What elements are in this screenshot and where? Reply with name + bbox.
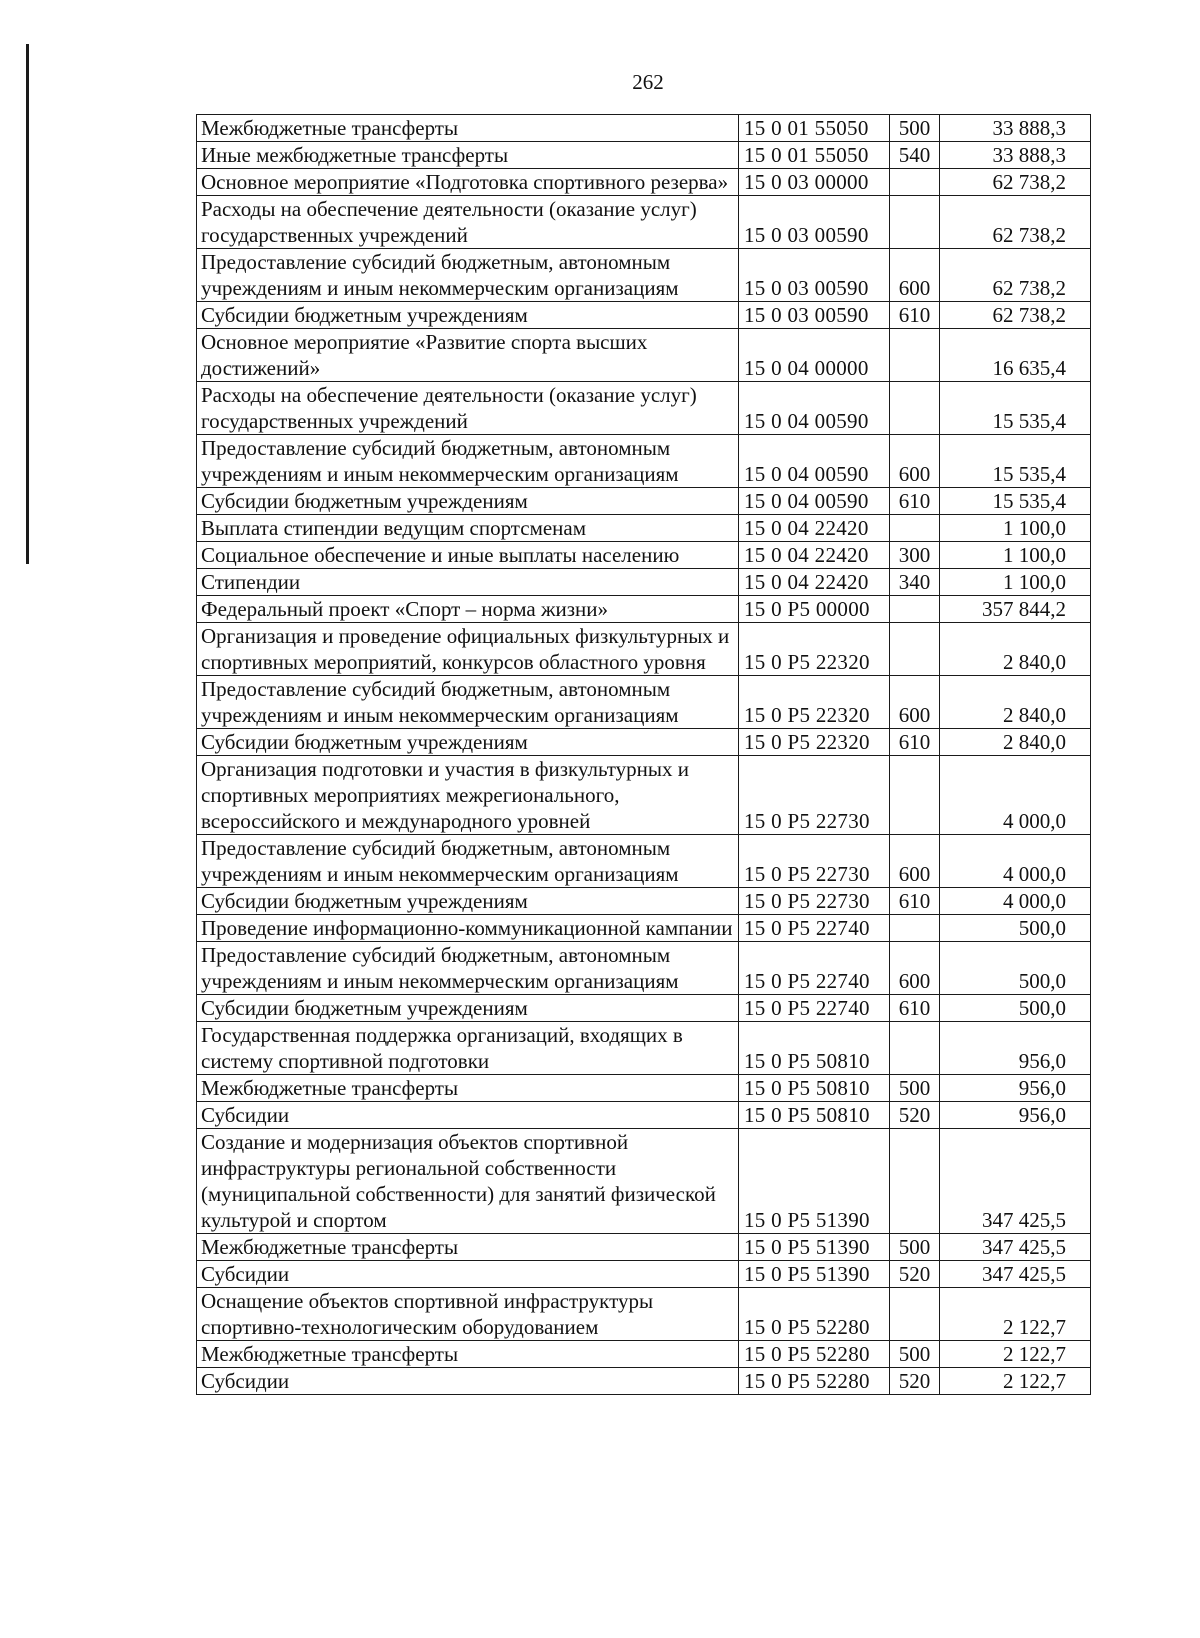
row-code-cell: 15 0 P5 22320 [739, 729, 890, 756]
table-row [197, 1368, 1091, 1395]
row-expense-type-cell: 600 [890, 435, 940, 488]
table-row [197, 1102, 1091, 1129]
row-code-cell: 15 0 P5 22320 [739, 623, 890, 676]
row-amount-cell: 33 888,3 [940, 115, 1091, 142]
row-name-cell: Предоставление субсидий бюджетным, автономным учреждениям и иным некоммерческим организациям [197, 942, 739, 995]
table-row [197, 488, 1091, 515]
row-expense-type-cell [890, 515, 940, 542]
row-code-cell: 15 0 04 22420 [739, 515, 890, 542]
row-expense-type-cell: 610 [890, 888, 940, 915]
scan-margin-mark [26, 44, 29, 564]
row-expense-type-cell: 610 [890, 995, 940, 1022]
row-expense-type-cell [890, 1022, 940, 1075]
row-amount-cell: 1 100,0 [940, 569, 1091, 596]
row-name-cell: Предоставление субсидий бюджетным, автономным учреждениям и иным некоммерческим организациям [197, 249, 739, 302]
table-row [197, 676, 1091, 729]
row-amount-cell: 62 738,2 [940, 196, 1091, 249]
row-expense-type-cell [890, 623, 940, 676]
row-amount-cell: 956,0 [940, 1075, 1091, 1102]
table-row [197, 115, 1091, 142]
row-name-cell: Выплата стипендии ведущим спортсменам [197, 515, 739, 542]
row-code-cell: 15 0 03 00590 [739, 302, 890, 329]
row-code-cell: 15 0 04 00000 [739, 329, 890, 382]
table-row [197, 1341, 1091, 1368]
row-expense-type-cell: 520 [890, 1102, 940, 1129]
row-expense-type-cell: 600 [890, 676, 940, 729]
table-row [197, 382, 1091, 435]
row-amount-cell: 2 122,7 [940, 1368, 1091, 1395]
row-name-cell: Проведение информационно-коммуникационной кампании [197, 915, 739, 942]
row-code-cell: 15 0 03 00000 [739, 169, 890, 196]
budget-table [196, 114, 1091, 1395]
table-row [197, 888, 1091, 915]
table-row [197, 142, 1091, 169]
row-amount-cell: 1 100,0 [940, 542, 1091, 569]
table-row [197, 302, 1091, 329]
row-expense-type-cell: 500 [890, 115, 940, 142]
row-name-cell: Субсидии бюджетным учреждениям [197, 302, 739, 329]
row-code-cell: 15 0 P5 22730 [739, 756, 890, 835]
row-name-cell: Межбюджетные трансферты [197, 115, 739, 142]
row-amount-cell: 1 100,0 [940, 515, 1091, 542]
table-row [197, 435, 1091, 488]
page-number: 262 [632, 70, 664, 94]
row-amount-cell: 62 738,2 [940, 169, 1091, 196]
row-code-cell: 15 0 P5 00000 [739, 596, 890, 623]
row-code-cell: 15 0 P5 50810 [739, 1075, 890, 1102]
row-name-cell: Иные межбюджетные трансферты [197, 142, 739, 169]
row-amount-cell: 956,0 [940, 1102, 1091, 1129]
row-amount-cell: 2 122,7 [940, 1288, 1091, 1341]
row-amount-cell: 15 535,4 [940, 435, 1091, 488]
row-code-cell: 15 0 P5 22730 [739, 835, 890, 888]
row-amount-cell: 500,0 [940, 995, 1091, 1022]
table-row [197, 196, 1091, 249]
row-amount-cell: 62 738,2 [940, 302, 1091, 329]
row-expense-type-cell: 520 [890, 1368, 940, 1395]
row-expense-type-cell [890, 1129, 940, 1234]
row-expense-type-cell: 610 [890, 488, 940, 515]
row-amount-cell: 956,0 [940, 1022, 1091, 1075]
row-amount-cell: 2 840,0 [940, 623, 1091, 676]
row-amount-cell: 2 840,0 [940, 676, 1091, 729]
row-code-cell: 15 0 P5 52280 [739, 1368, 890, 1395]
row-expense-type-cell: 610 [890, 302, 940, 329]
row-expense-type-cell [890, 756, 940, 835]
row-code-cell: 15 0 P5 51390 [739, 1234, 890, 1261]
table-row [197, 623, 1091, 676]
row-amount-cell: 347 425,5 [940, 1129, 1091, 1234]
row-expense-type-cell: 600 [890, 835, 940, 888]
row-code-cell: 15 0 03 00590 [739, 196, 890, 249]
row-code-cell: 15 0 P5 22740 [739, 915, 890, 942]
row-code-cell: 15 0 04 22420 [739, 569, 890, 596]
row-expense-type-cell: 340 [890, 569, 940, 596]
table-row [197, 542, 1091, 569]
row-name-cell: Субсидии [197, 1368, 739, 1395]
table-row [197, 915, 1091, 942]
row-name-cell: Основное мероприятие «Развитие спорта высших достижений» [197, 329, 739, 382]
table-row [197, 1261, 1091, 1288]
row-name-cell: Организация и проведение официальных физкультурных и спортивных мероприятий, конкурсов областного уровня [197, 623, 739, 676]
row-name-cell: Организация подготовки и участия в физкультурных и спортивных мероприятиях межрегионального, всероссийского и международного уровней [197, 756, 739, 835]
row-name-cell: Субсидии бюджетным учреждениям [197, 888, 739, 915]
table-row [197, 1129, 1091, 1234]
row-name-cell: Расходы на обеспечение деятельности (оказание услуг) государственных учреждений [197, 196, 739, 249]
row-expense-type-cell: 610 [890, 729, 940, 756]
row-code-cell: 15 0 P5 52280 [739, 1288, 890, 1341]
row-expense-type-cell [890, 1288, 940, 1341]
table-row [197, 249, 1091, 302]
row-expense-type-cell: 600 [890, 942, 940, 995]
row-name-cell: Предоставление субсидий бюджетным, автономным учреждениям и иным некоммерческим организациям [197, 835, 739, 888]
row-code-cell: 15 0 P5 22740 [739, 942, 890, 995]
row-code-cell: 15 0 04 00590 [739, 488, 890, 515]
row-amount-cell: 4 000,0 [940, 756, 1091, 835]
table-row [197, 1075, 1091, 1102]
row-name-cell: Субсидии бюджетным учреждениям [197, 995, 739, 1022]
row-code-cell: 15 0 01 55050 [739, 142, 890, 169]
row-amount-cell: 347 425,5 [940, 1261, 1091, 1288]
row-amount-cell: 4 000,0 [940, 888, 1091, 915]
row-code-cell: 15 0 04 00590 [739, 382, 890, 435]
row-expense-type-cell [890, 196, 940, 249]
row-code-cell: 15 0 P5 22740 [739, 995, 890, 1022]
row-code-cell: 15 0 04 22420 [739, 542, 890, 569]
row-code-cell: 15 0 01 55050 [739, 115, 890, 142]
row-amount-cell: 357 844,2 [940, 596, 1091, 623]
row-expense-type-cell [890, 915, 940, 942]
row-amount-cell: 62 738,2 [940, 249, 1091, 302]
row-expense-type-cell: 600 [890, 249, 940, 302]
table-row [197, 942, 1091, 995]
row-expense-type-cell: 500 [890, 1341, 940, 1368]
row-code-cell: 15 0 03 00590 [739, 249, 890, 302]
row-name-cell: Предоставление субсидий бюджетным, автономным учреждениям и иным некоммерческим организациям [197, 435, 739, 488]
row-code-cell: 15 0 P5 50810 [739, 1022, 890, 1075]
row-name-cell: Социальное обеспечение и иные выплаты населению [197, 542, 739, 569]
row-amount-cell: 500,0 [940, 915, 1091, 942]
row-name-cell: Межбюджетные трансферты [197, 1075, 739, 1102]
table-row [197, 1022, 1091, 1075]
table-row [197, 569, 1091, 596]
row-name-cell: Субсидии [197, 1261, 739, 1288]
row-code-cell: 15 0 P5 52280 [739, 1341, 890, 1368]
table-row [197, 169, 1091, 196]
row-name-cell: Основное мероприятие «Подготовка спортивного резерва» [197, 169, 739, 196]
row-amount-cell: 33 888,3 [940, 142, 1091, 169]
table-row [197, 1234, 1091, 1261]
row-amount-cell: 15 535,4 [940, 382, 1091, 435]
row-name-cell: Стипендии [197, 569, 739, 596]
row-code-cell: 15 0 P5 22320 [739, 676, 890, 729]
row-expense-type-cell [890, 329, 940, 382]
row-expense-type-cell: 520 [890, 1261, 940, 1288]
table-row [197, 835, 1091, 888]
row-name-cell: Федеральный проект «Спорт – норма жизни» [197, 596, 739, 623]
row-amount-cell: 500,0 [940, 942, 1091, 995]
row-code-cell: 15 0 P5 50810 [739, 1102, 890, 1129]
row-expense-type-cell [890, 169, 940, 196]
row-amount-cell: 2 840,0 [940, 729, 1091, 756]
row-expense-type-cell: 300 [890, 542, 940, 569]
table-row [197, 995, 1091, 1022]
row-amount-cell: 4 000,0 [940, 835, 1091, 888]
row-expense-type-cell: 540 [890, 142, 940, 169]
row-code-cell: 15 0 P5 51390 [739, 1261, 890, 1288]
row-name-cell: Государственная поддержка организаций, входящих в систему спортивной подготовки [197, 1022, 739, 1075]
row-amount-cell: 2 122,7 [940, 1341, 1091, 1368]
row-name-cell: Расходы на обеспечение деятельности (оказание услуг) государственных учреждений [197, 382, 739, 435]
row-code-cell: 15 0 P5 51390 [739, 1129, 890, 1234]
row-amount-cell: 15 535,4 [940, 488, 1091, 515]
row-name-cell: Межбюджетные трансферты [197, 1234, 739, 1261]
row-expense-type-cell: 500 [890, 1075, 940, 1102]
row-amount-cell: 347 425,5 [940, 1234, 1091, 1261]
row-code-cell: 15 0 04 00590 [739, 435, 890, 488]
row-name-cell: Межбюджетные трансферты [197, 1341, 739, 1368]
row-expense-type-cell [890, 596, 940, 623]
table-row [197, 515, 1091, 542]
table-row [197, 756, 1091, 835]
row-name-cell: Субсидии [197, 1102, 739, 1129]
table-row [197, 596, 1091, 623]
table-row [197, 329, 1091, 382]
row-expense-type-cell: 500 [890, 1234, 940, 1261]
table-row [197, 729, 1091, 756]
row-expense-type-cell [890, 382, 940, 435]
row-amount-cell: 16 635,4 [940, 329, 1091, 382]
table-row [197, 1288, 1091, 1341]
budget-table-body [197, 115, 1091, 1395]
row-name-cell: Предоставление субсидий бюджетным, автономным учреждениям и иным некоммерческим организациям [197, 676, 739, 729]
row-name-cell: Оснащение объектов спортивной инфраструктуры спортивно-технологическим оборудованием [197, 1288, 739, 1341]
row-code-cell: 15 0 P5 22730 [739, 888, 890, 915]
row-name-cell: Субсидии бюджетным учреждениям [197, 729, 739, 756]
row-name-cell: Создание и модернизация объектов спортивной инфраструктуры региональной собственности (муниципальной собственности) для занятий физической культурой и спортом [197, 1129, 739, 1234]
row-name-cell: Субсидии бюджетным учреждениям [197, 488, 739, 515]
